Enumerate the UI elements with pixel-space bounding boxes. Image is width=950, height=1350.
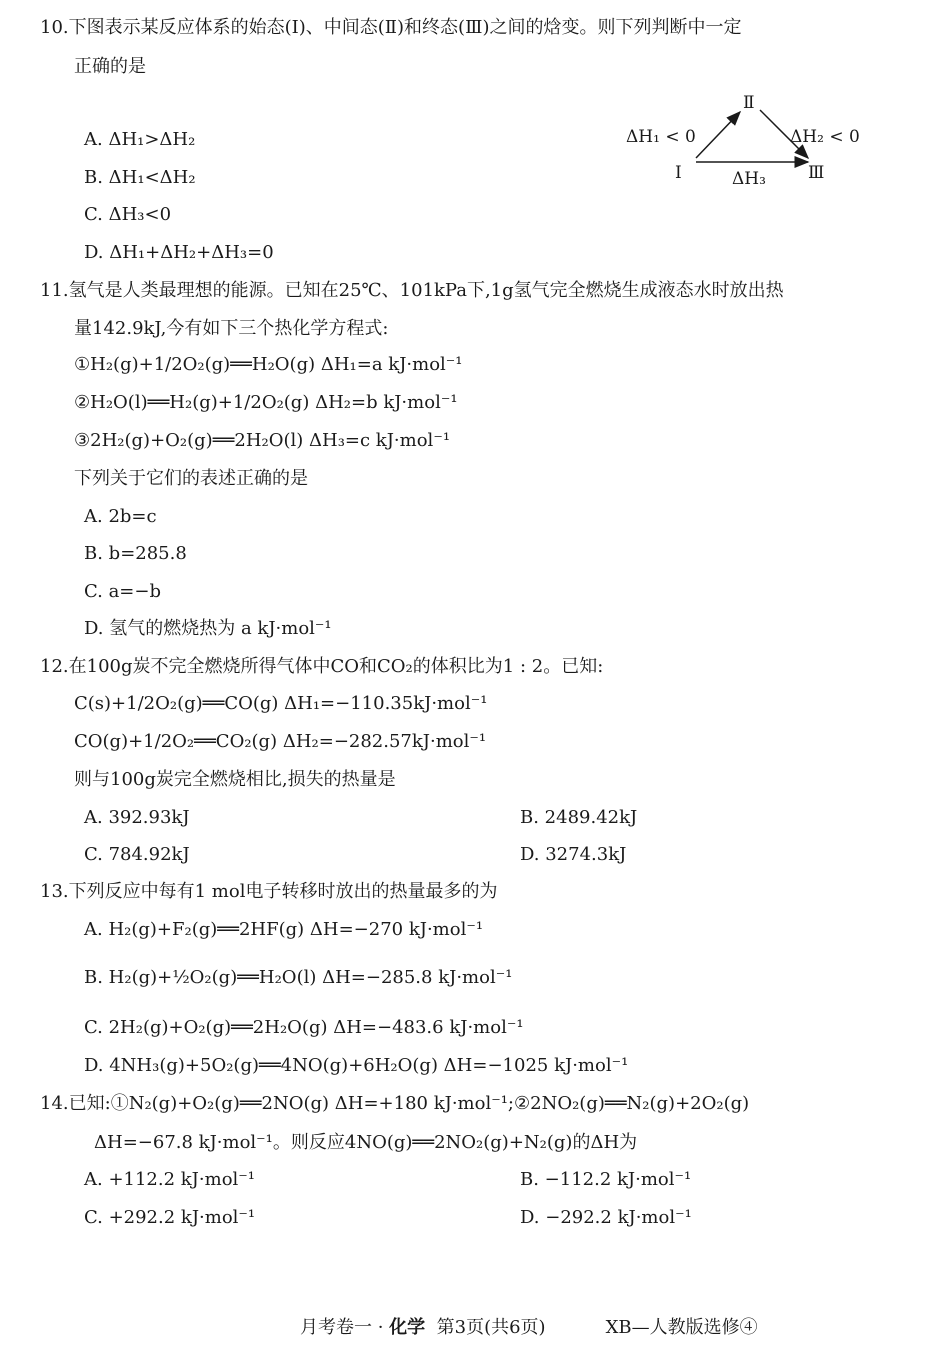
q10-option-b: B. ΔH₁<ΔH₂ <box>84 167 196 188</box>
footer-exam-name: 月考卷一 · <box>300 1317 390 1338</box>
q14-stem-line2: ΔH=−67.8 kJ·mol⁻¹。则反应4NO(g)══2NO₂(g)+N₂(g)的ΔH为 <box>94 1132 638 1153</box>
state-iii-label: Ⅲ <box>808 163 825 183</box>
q14-stem-line1: 14.已知:①N₂(g)+O₂(g)══2NO(g) ΔH=+180 kJ·mol⁻¹;②2NO₂(g)══N₂(g)+2O₂(g) <box>40 1093 750 1114</box>
q13-stem: 13.下列反应中每有1 mol电子转移时放出的热量最多的为 <box>40 881 498 902</box>
q12-prompt: 则与100g炭完全燃烧相比,损失的热量是 <box>74 769 396 790</box>
q13-option-b: B. H₂(g)+½O₂(g)══H₂O(l) ΔH=−285.8 kJ·mol⁻¹ <box>84 967 513 988</box>
q13-option-a: A. H₂(g)+F₂(g)══2HF(g) ΔH=−270 kJ·mol⁻¹ <box>84 919 484 940</box>
q11-option-b: B. b=285.8 <box>84 543 187 564</box>
footer-subject: 化学 <box>389 1317 426 1338</box>
state-i-label: Ⅰ <box>675 163 682 183</box>
q12-equation-1: C(s)+1/2O₂(g)══CO(g) ΔH₁=−110.35kJ·mol⁻¹ <box>74 693 488 714</box>
q12-option-d: D. 3274.3kJ <box>520 844 627 865</box>
q14-option-b: B. −112.2 kJ·mol⁻¹ <box>520 1169 692 1190</box>
footer-edition: XB—人教版选修④ <box>605 1317 758 1338</box>
page-footer <box>300 1313 758 1339</box>
q12-option-a: A. 392.93kJ <box>84 807 190 828</box>
arrow-i-to-ii <box>696 112 740 158</box>
q14-option-a: A. +112.2 kJ·mol⁻¹ <box>84 1169 255 1190</box>
q11-equation-1: ①H₂(g)+1/2O₂(g)══H₂O(g) ΔH₁=a kJ·mol⁻¹ <box>74 354 463 375</box>
q12-option-c: C. 784.92kJ <box>84 844 190 865</box>
q10-option-a: A. ΔH₁>ΔH₂ <box>84 129 196 150</box>
q11-stem-line2: 量142.9kJ,今有如下三个热化学方程式: <box>74 318 389 339</box>
q11-stem-line1: 11.氢气是人类最理想的能源。已知在25℃、101kPa下,1g氢气完全燃烧生成液态水时放出热 <box>40 280 784 301</box>
q10-stem-line2: 正确的是 <box>74 56 146 77</box>
dh2-label: ΔH₂ < 0 <box>790 127 860 147</box>
enthalpy-diagram <box>620 88 890 198</box>
q14-option-c: C. +292.2 kJ·mol⁻¹ <box>84 1207 256 1228</box>
q12-stem: 12.在100g炭不完全燃烧所得气体中CO和CO₂的体积比为1 : 2。已知: <box>40 656 604 677</box>
q11-equation-3: ③2H₂(g)+O₂(g)══2H₂O(l) ΔH₃=c kJ·mol⁻¹ <box>74 430 451 451</box>
q13-option-c: C. 2H₂(g)+O₂(g)══2H₂O(g) ΔH=−483.6 kJ·mol⁻¹ <box>84 1017 524 1038</box>
q10-stem-line1: 10.下图表示某反应体系的始态(Ⅰ)、中间态(Ⅱ)和终态(Ⅲ)之间的焓变。则下列判断中一定 <box>40 17 742 38</box>
state-ii-label: Ⅱ <box>743 93 755 113</box>
q10-option-c: C. ΔH₃<0 <box>84 204 172 225</box>
dh1-label: ΔH₁ < 0 <box>626 127 696 147</box>
footer-page-number: 第3页(共6页) <box>425 1317 546 1338</box>
q11-equation-2: ②H₂O(l)══H₂(g)+1/2O₂(g) ΔH₂=b kJ·mol⁻¹ <box>74 392 458 413</box>
q11-prompt: 下列关于它们的表述正确的是 <box>74 468 308 489</box>
dh3-label: ΔH₃ <box>732 169 766 189</box>
q10-option-d: D. ΔH₁+ΔH₂+ΔH₃=0 <box>84 242 274 263</box>
q13-option-d: D. 4NH₃(g)+5O₂(g)══4NO(g)+6H₂O(g) ΔH=−1025 kJ·mol⁻¹ <box>84 1055 629 1076</box>
q12-equation-2: CO(g)+1/2O₂══CO₂(g) ΔH₂=−282.57kJ·mol⁻¹ <box>74 731 487 752</box>
q11-option-d: D. 氢气的燃烧热为 a kJ·mol⁻¹ <box>84 618 332 639</box>
q12-option-b: B. 2489.42kJ <box>520 807 638 828</box>
q14-option-d: D. −292.2 kJ·mol⁻¹ <box>520 1207 692 1228</box>
q11-option-a: A. 2b=c <box>84 506 157 527</box>
q11-option-c: C. a=−b <box>84 581 161 602</box>
